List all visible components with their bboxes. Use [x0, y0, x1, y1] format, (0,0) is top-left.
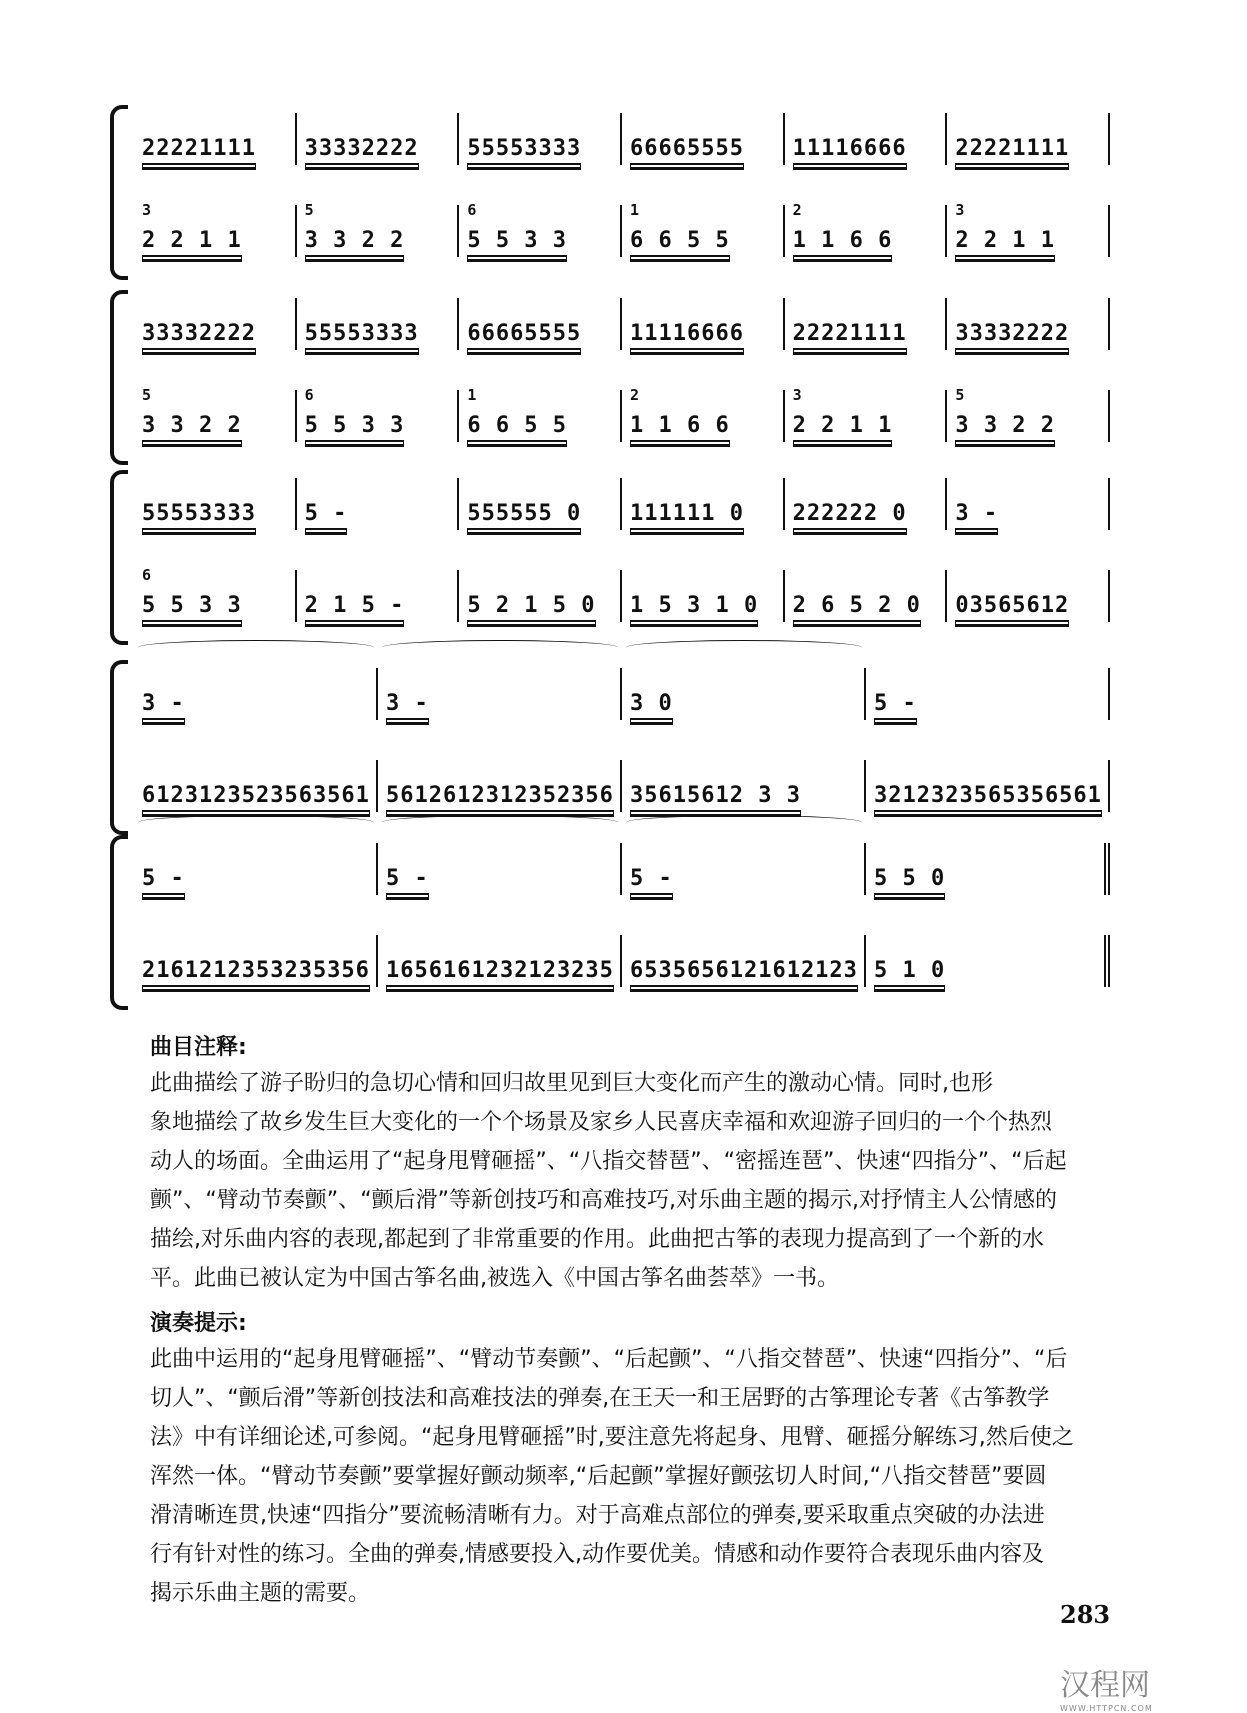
measure-notes: 3 -	[142, 692, 185, 720]
lower-staff	[134, 935, 1110, 987]
measure-notes: 3212323565356561	[874, 784, 1102, 812]
text-line: 描绘,对乐曲内容的表现,都起到了非常重要的作用。此曲把古筝的表现力提高到了一个新的水	[150, 1227, 1044, 1252]
measure	[785, 298, 948, 350]
performance-paragraph	[150, 1340, 1110, 1613]
measure	[622, 570, 785, 622]
system-brace	[110, 290, 128, 465]
measure	[297, 386, 460, 442]
measure-notes: 555555 0	[467, 502, 581, 530]
system-brace	[110, 105, 128, 280]
measure	[134, 566, 297, 622]
text-line: 象地描绘了故乡发生巨大变化的一个个场景及家乡人民喜庆幸福和欢迎游子回归的一个个热烈	[150, 1110, 1053, 1135]
measure	[459, 386, 622, 442]
upper-staff	[134, 478, 1110, 530]
tie-slur	[382, 640, 618, 655]
chord-top-note: 2	[792, 201, 803, 219]
measure	[459, 478, 622, 530]
measure	[947, 113, 1110, 165]
chord-top-note: 3	[142, 201, 153, 219]
measure	[785, 478, 948, 530]
measure	[134, 935, 378, 987]
measure	[947, 386, 1110, 442]
measure-notes: 33332222	[142, 322, 256, 350]
system-brace	[110, 470, 128, 645]
text-line: 此曲描绘了游子盼归的急切心情和回归故里见到巨大变化而产生的激动心情。同时,也形	[150, 1071, 993, 1096]
measure	[785, 570, 948, 622]
measure	[297, 478, 460, 530]
measure-notes: 5 1 0	[874, 959, 945, 987]
measure	[134, 478, 297, 530]
measure-notes: 5 5 3 3	[305, 414, 405, 442]
measure	[378, 668, 622, 720]
measure	[947, 298, 1110, 350]
notes-heading: 曲目注释:	[150, 1035, 247, 1060]
measure-notes: 3 3 2 2	[305, 229, 405, 257]
tie-slur	[138, 640, 374, 655]
lower-staff	[134, 760, 1110, 812]
measure	[134, 201, 297, 257]
measure	[947, 478, 1110, 530]
measure	[785, 113, 948, 165]
system-brace	[110, 660, 128, 835]
measure-notes: 2 2 1 1	[793, 414, 893, 442]
measure-notes: 55553333	[305, 322, 419, 350]
measure	[134, 760, 378, 812]
chord-top-note: 3	[792, 386, 803, 404]
measure	[378, 935, 622, 987]
text-line: 揭示乐曲主题的需要。	[150, 1581, 371, 1606]
measure-notes: 3 -	[955, 502, 998, 530]
chord-top-note: 5	[142, 386, 153, 404]
measure-notes: 5612612312352356	[386, 784, 614, 812]
upper-staff	[134, 843, 1110, 895]
chord-top-note: 2	[630, 386, 641, 404]
measure	[378, 843, 622, 895]
measure	[622, 668, 866, 720]
measure-notes: 03565612	[955, 594, 1069, 622]
score-system	[110, 835, 1110, 1010]
upper-staff	[134, 298, 1110, 350]
measure	[134, 113, 297, 165]
measure	[947, 201, 1110, 257]
watermark-logo	[1060, 1660, 1153, 1713]
measure-notes: 22221111	[142, 137, 256, 165]
lower-staff	[134, 566, 1110, 622]
measure	[297, 113, 460, 165]
measure-notes: 222222 0	[793, 502, 907, 530]
measure	[459, 298, 622, 350]
measure-notes: 1 1 6 6	[793, 229, 893, 257]
page-number: 283	[1060, 1600, 1111, 1629]
tie-slur	[626, 640, 862, 655]
measure	[622, 298, 785, 350]
measure	[622, 386, 785, 442]
measure-notes: 1 1 6 6	[630, 414, 730, 442]
measure-notes: 66665555	[467, 322, 581, 350]
measure-notes: 55553333	[142, 502, 256, 530]
chord-top-note: 3	[955, 201, 966, 219]
text-line: 颤”、“臂动节奏颤”、“颤后滑”等新创技巧和高难技巧,对乐曲主题的揭示,对抒情主人公情感的	[150, 1188, 1057, 1213]
measure	[378, 760, 622, 812]
chord-top-note: 6	[304, 386, 315, 404]
chord-top-note: 5	[955, 386, 966, 404]
score-system	[110, 660, 1110, 835]
text-line: 切人”、“颤后滑”等新创技法和高难技法的弹奏,在王天一和王居野的古筝理论专著《古筝教学	[150, 1386, 1050, 1411]
measure-notes: 6123123523563561	[142, 784, 370, 812]
system-brace	[110, 835, 128, 1010]
tie-slur	[626, 815, 862, 830]
measure-notes: 22221111	[793, 322, 907, 350]
measure	[459, 201, 622, 257]
measure-notes: 5 5 0	[874, 867, 945, 895]
measure	[134, 386, 297, 442]
measure	[622, 760, 866, 812]
text-line: 平。此曲已被认定为中国古筝名曲,被选入《中国古筝名曲荟萃》一书。	[150, 1266, 839, 1291]
measure-notes: 2 1 5 -	[305, 594, 405, 622]
measure-notes: 111111 0	[630, 502, 744, 530]
measure-notes: 5 -	[142, 867, 185, 895]
measure-notes: 5 -	[630, 867, 673, 895]
score-system	[110, 105, 1110, 280]
measure-notes: 6 6 5 5	[630, 229, 730, 257]
tie-slur	[382, 815, 618, 830]
measure-notes: 2161212353235356	[142, 959, 370, 987]
text-line: 法》中有详细论述,可参阅。“起身甩臂砸摇”时,要注意先将起身、甩臂、砸摇分解练习,然后使之	[150, 1425, 1074, 1450]
measure-notes: 6535656121612123	[630, 959, 858, 987]
upper-staff	[134, 668, 1110, 720]
measure-notes: 5 5 3 3	[142, 594, 242, 622]
watermark-url: WWW.HTTPCN.COM	[1060, 1704, 1153, 1713]
text-line: 此曲中运用的“起身甩臂砸摇”、“臂动节奏颤”、“后起颤”、“八指交替琶”、快速“四指分”、“后	[150, 1347, 1068, 1372]
measure-notes: 3 0	[630, 692, 673, 720]
measure	[622, 478, 785, 530]
score-system	[110, 470, 1110, 645]
measure-notes: 5 -	[305, 502, 348, 530]
measure-notes: 66665555	[630, 137, 744, 165]
measure	[134, 668, 378, 720]
measure	[134, 298, 297, 350]
measure-notes: 11116666	[793, 137, 907, 165]
chord-top-note: 6	[142, 566, 153, 584]
measure	[459, 113, 622, 165]
measure	[866, 668, 1110, 720]
measure	[785, 201, 948, 257]
tie-slur	[138, 815, 374, 830]
measure	[866, 935, 1110, 987]
upper-staff	[134, 113, 1110, 165]
chord-top-note: 1	[467, 386, 478, 404]
measure-notes: 6 6 5 5	[467, 414, 567, 442]
measure-notes: 5 -	[874, 692, 917, 720]
lower-staff	[134, 386, 1110, 442]
chord-top-note: 5	[304, 201, 315, 219]
measure-notes: 3 -	[386, 692, 429, 720]
measure	[866, 760, 1110, 812]
measure	[297, 201, 460, 257]
watermark-text: 汉程网	[1060, 1668, 1150, 1703]
measure-notes: 55553333	[467, 137, 581, 165]
text-line: 浑然一体。“臂动节奏颤”要掌握好颤动频率,“后起颤”掌握好颤弦切人时间,“八指交替琶”要圆	[150, 1464, 1047, 1489]
measure	[297, 298, 460, 350]
measure-notes: 3 3 2 2	[955, 414, 1055, 442]
measure	[622, 113, 785, 165]
measure	[459, 570, 622, 622]
measure	[134, 843, 378, 895]
measure-notes: 2 2 1 1	[955, 229, 1055, 257]
measure	[622, 843, 866, 895]
measure-notes: 22221111	[955, 137, 1069, 165]
measure-notes: 1 5 3 1 0	[630, 594, 758, 622]
measure	[785, 386, 948, 442]
measure-notes: 5 -	[386, 867, 429, 895]
measure-notes: 35615612 3 3	[630, 784, 801, 812]
measure-notes: 2 6 5 2 0	[793, 594, 921, 622]
measure-notes: 5 5 3 3	[467, 229, 567, 257]
score-system	[110, 290, 1110, 465]
measure-notes: 11116666	[630, 322, 744, 350]
measure	[622, 201, 785, 257]
measure	[622, 935, 866, 987]
chord-top-note: 6	[467, 201, 478, 219]
text-line: 动人的场面。全曲运用了“起身甩臂砸摇”、“八指交替琶”、“密摇连琶”、快速“四指分”、“后起	[150, 1149, 1067, 1174]
lower-staff	[134, 201, 1110, 257]
measure	[297, 570, 460, 622]
text-line: 行有针对性的练习。全曲的弹奏,情感要投入,动作要优美。情感和动作要符合表现乐曲内容及	[150, 1542, 1044, 1567]
measure-notes: 33332222	[305, 137, 419, 165]
text-line: 滑清晰连贯,快速“四指分”要流畅清晰有力。对于高难点部位的弹奏,要采取重点突破的办法进	[150, 1503, 1045, 1528]
notes-paragraph	[150, 1064, 1110, 1298]
performance-heading: 演奏提示:	[150, 1311, 247, 1336]
chord-top-note: 1	[630, 201, 641, 219]
measure-notes: 33332222	[955, 322, 1069, 350]
measure-notes: 1656161232123235	[386, 959, 614, 987]
measure	[866, 843, 1110, 895]
measure-notes: 5 2 1 5 0	[467, 594, 595, 622]
measure-notes: 3 3 2 2	[142, 414, 242, 442]
measure	[947, 570, 1110, 622]
measure-notes: 2 2 1 1	[142, 229, 242, 257]
